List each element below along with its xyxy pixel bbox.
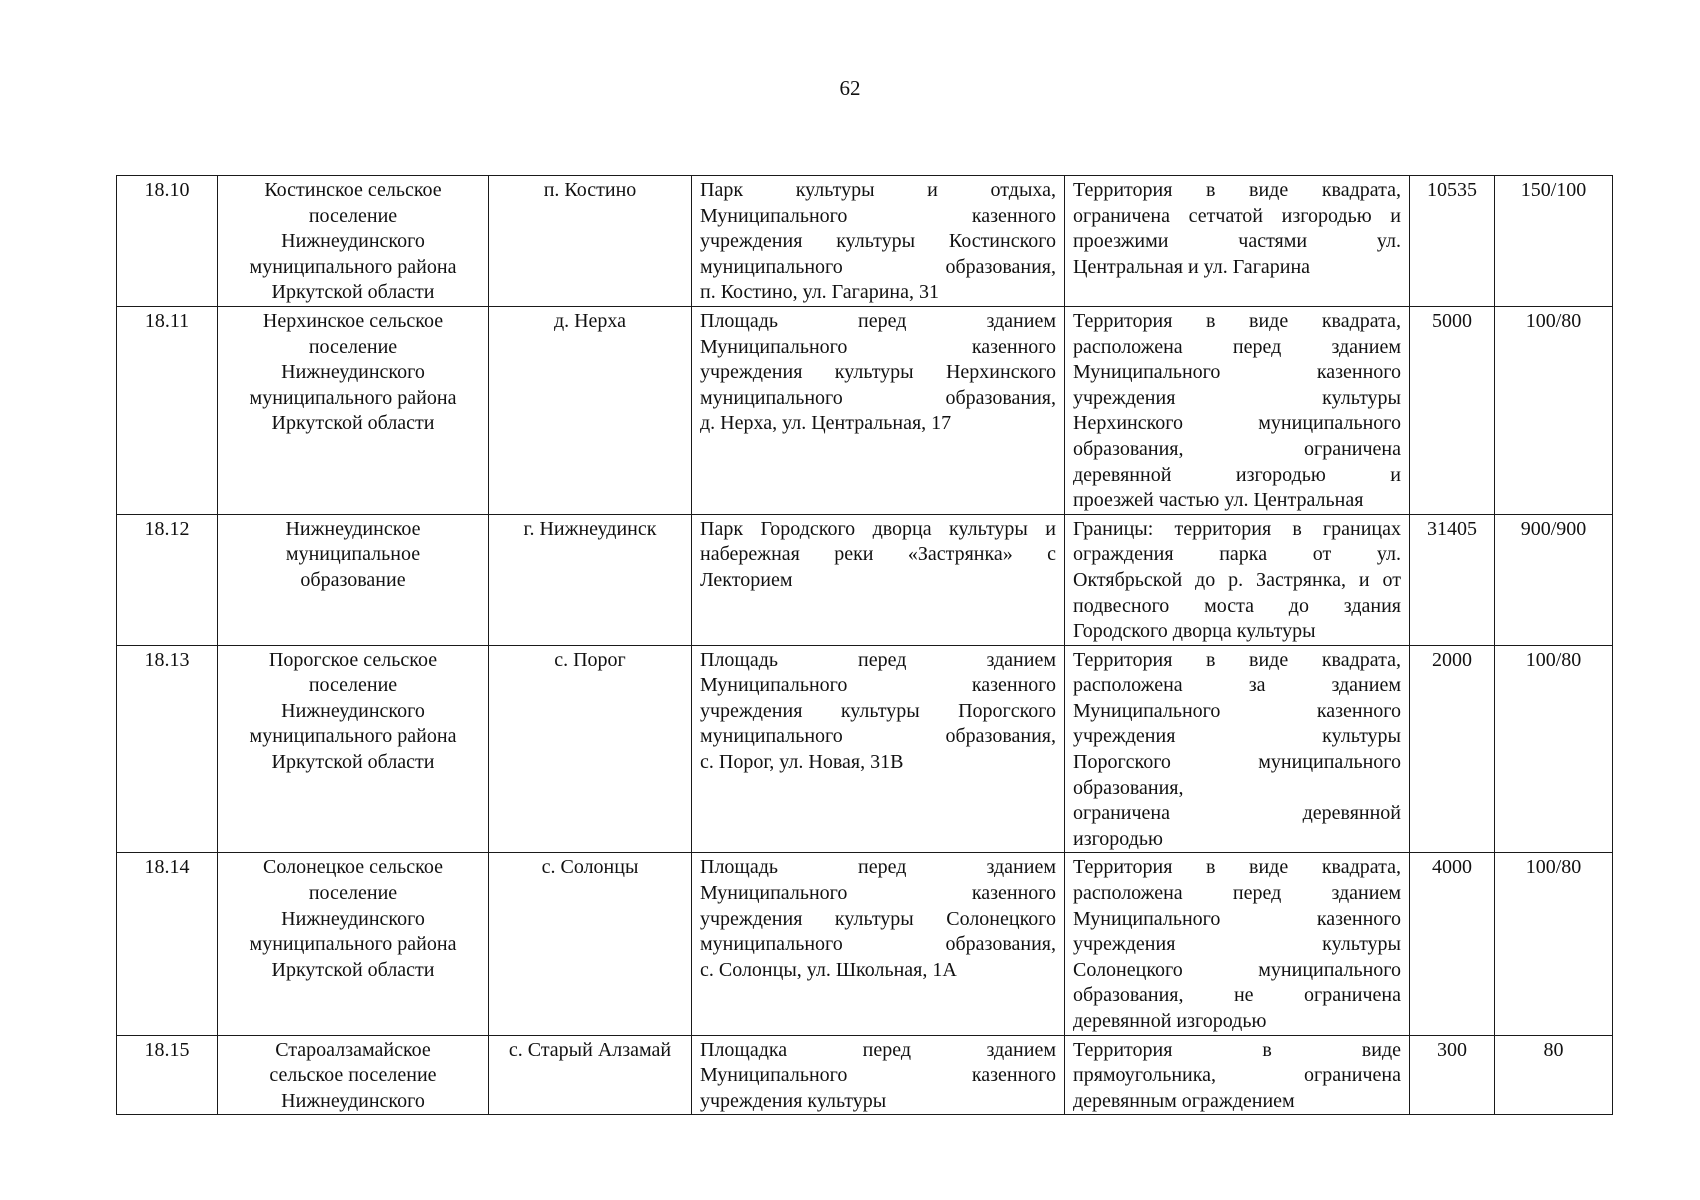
description-line: ограждения парка от ул.	[1073, 543, 1401, 566]
municipality-line: поселение	[308, 674, 398, 697]
registry-table	[116, 175, 1613, 1115]
description-cell	[1065, 514, 1410, 645]
municipality-cell	[218, 306, 489, 514]
description-line: образования,	[1073, 776, 1184, 799]
capacity-cell: 100/80	[1495, 306, 1613, 514]
object-line: Площадка перед зданием	[700, 1038, 1056, 1061]
description-line: проезжей частью ул. Центральная	[1073, 489, 1364, 512]
description-cell	[1065, 645, 1410, 853]
description-line: расположена за зданием	[1073, 674, 1401, 697]
object-cell	[692, 306, 1065, 514]
page-number: 62	[839, 76, 861, 100]
description-cell	[1065, 306, 1410, 514]
row-number-cell: 18.13	[117, 645, 218, 853]
municipality-line: муниципального района	[249, 725, 457, 748]
municipality-line: Иркутской области	[271, 412, 435, 435]
municipality-line: Солонецкое сельское	[263, 856, 443, 879]
description-line: ограничена деревянной	[1073, 802, 1401, 825]
municipality-cell	[218, 176, 489, 307]
description-line: учреждения культуры	[1073, 725, 1401, 748]
table-row	[117, 176, 1613, 307]
description-line: расположена перед зданием	[1073, 335, 1401, 358]
description-line: образования, ограничена	[1073, 437, 1401, 460]
description-cell	[1065, 176, 1410, 307]
object-line: учреждения культуры	[700, 1089, 887, 1112]
description-line: деревянной изгородью	[1073, 1010, 1267, 1032]
object-line: муниципального образования,	[700, 725, 1056, 748]
description-line: Муниципального казенного	[1073, 699, 1401, 722]
municipality-cell	[218, 1035, 489, 1115]
municipality-line: Староалзамайское	[275, 1038, 431, 1061]
object-line: учреждения культуры Порогского	[700, 699, 1056, 722]
municipality-line: муниципальное	[285, 543, 421, 566]
object-line: муниципального образования,	[700, 255, 1056, 278]
municipality-line: поселение	[308, 335, 398, 358]
municipality-line: муниципального района	[249, 386, 457, 409]
municipality-line: Иркутской области	[271, 751, 435, 774]
description-line: Центральная и ул. Гагарина	[1073, 255, 1311, 278]
object-line: учреждения культуры Нерхинского	[700, 361, 1056, 384]
object-cell	[692, 1035, 1065, 1115]
object-line: Муниципального казенного	[700, 1064, 1056, 1087]
area-cell: 2000	[1410, 645, 1495, 853]
table-row	[117, 1035, 1613, 1115]
object-line: муниципального образования,	[700, 933, 1056, 956]
object-line: Муниципального казенного	[700, 674, 1056, 697]
municipality-cell	[218, 645, 489, 853]
description-line: Территория в виде квадрата,	[1073, 179, 1401, 201]
table-row	[117, 645, 1613, 853]
area-cell: 5000	[1410, 306, 1495, 514]
row-number-cell: 18.12	[117, 514, 218, 645]
municipality-line: Нижнеудинского	[281, 361, 425, 384]
description-line: прямоугольника, ограничена	[1073, 1064, 1401, 1087]
table-row	[117, 514, 1613, 645]
row-number-cell: 18.11	[117, 306, 218, 514]
object-line: с. Солонцы, ул. Школьная, 1А	[700, 958, 957, 981]
municipality-line: поселение	[308, 882, 398, 905]
description-line: Границы: территория в границах	[1073, 517, 1401, 540]
object-cell	[692, 176, 1065, 307]
object-line: Муниципального казенного	[700, 335, 1056, 358]
table-body	[117, 176, 1613, 1115]
municipality-line: Нижнеудинского	[281, 230, 425, 253]
object-line: муниципального образования,	[700, 386, 1056, 409]
description-line: Городского дворца культуры	[1073, 620, 1316, 643]
row-number-cell: 18.14	[117, 853, 218, 1035]
municipality-cell	[218, 853, 489, 1035]
capacity-cell: 100/80	[1495, 645, 1613, 853]
capacity-cell: 150/100	[1495, 176, 1613, 307]
municipality-line: Костинское сельское	[264, 179, 442, 201]
capacity-cell: 80	[1495, 1035, 1613, 1115]
municipality-line: Нижнеудинское	[285, 517, 421, 540]
municipality-line: Нерхинское сельское	[262, 309, 444, 332]
object-line: учреждения культуры Солонецкого	[700, 907, 1056, 930]
object-line: Муниципального казенного	[700, 882, 1056, 905]
description-line: Солонецкого муниципального	[1073, 958, 1401, 981]
municipality-line: Нижнеудинского	[281, 1089, 425, 1112]
capacity-cell: 900/900	[1495, 514, 1613, 645]
description-line: учреждения культуры	[1073, 933, 1401, 956]
description-line: ограничена сетчатой изгородью и	[1073, 204, 1401, 227]
municipality-line: Нижнеудинского	[281, 907, 425, 930]
object-line: Площадь перед зданием	[700, 309, 1056, 332]
municipality-line: муниципального района	[249, 933, 457, 956]
table-row	[117, 853, 1613, 1035]
object-line: учреждения культуры Костинского	[700, 230, 1056, 253]
municipality-line: Нижнеудинского	[281, 699, 425, 722]
municipality-line: Иркутской области	[271, 281, 435, 304]
area-cell: 31405	[1410, 514, 1495, 645]
area-cell: 4000	[1410, 853, 1495, 1035]
capacity-cell: 100/80	[1495, 853, 1613, 1035]
object-line: д. Нерха, ул. Центральная, 17	[700, 412, 952, 435]
description-cell	[1065, 853, 1410, 1035]
area-cell: 10535	[1410, 176, 1495, 307]
locality-cell: п. Костино	[489, 176, 692, 307]
municipality-line: Иркутской области	[271, 958, 435, 981]
description-line: подвесного моста до здания	[1073, 594, 1401, 617]
description-line: Территория в виде квадрата,	[1073, 309, 1401, 332]
description-line: Нерхинского муниципального	[1073, 412, 1401, 435]
object-line: с. Порог, ул. Новая, 31В	[700, 751, 904, 774]
locality-cell: с. Порог	[489, 645, 692, 853]
description-line: Территория в виде квадрата,	[1073, 648, 1401, 671]
municipality-line: Порогское сельское	[268, 648, 438, 671]
locality-cell: д. Нерха	[489, 306, 692, 514]
description-line: учреждения культуры	[1073, 386, 1401, 409]
description-line: Муниципального казенного	[1073, 361, 1401, 384]
table-row	[117, 306, 1613, 514]
object-line: Парк Городского дворца культуры и	[700, 517, 1056, 540]
description-line: деревянным ограждением	[1073, 1089, 1295, 1112]
object-line: Лекторием	[700, 568, 793, 591]
municipality-line: образование	[300, 568, 406, 591]
description-line: Муниципального казенного	[1073, 907, 1401, 930]
locality-cell: с. Старый Алзамай	[489, 1035, 692, 1115]
object-line: набережная реки «Застрянка» с	[700, 543, 1056, 566]
locality-cell: с. Солонцы	[489, 853, 692, 1035]
object-line: Площадь перед зданием	[700, 648, 1056, 671]
description-line: Территория в виде	[1073, 1038, 1401, 1061]
description-cell	[1065, 1035, 1410, 1115]
object-line: Парк культуры и отдыха,	[700, 179, 1056, 201]
description-line: расположена перед зданием	[1073, 882, 1401, 905]
municipality-cell	[218, 514, 489, 645]
object-line: Муниципального казенного	[700, 204, 1056, 227]
municipality-line: сельское поселение	[269, 1064, 437, 1087]
object-line: Площадь перед зданием	[700, 856, 1056, 879]
object-cell	[692, 645, 1065, 853]
locality-cell: г. Нижнеудинск	[489, 514, 692, 645]
description-line: проезжими частями ул.	[1073, 230, 1401, 253]
description-line: Октябрьской до р. Застрянка, и от	[1073, 568, 1401, 591]
object-cell	[692, 514, 1065, 645]
object-line: п. Костино, ул. Гагарина, 31	[700, 281, 939, 304]
row-number-cell: 18.10	[117, 176, 218, 307]
description-line: Территория в виде квадрата,	[1073, 856, 1401, 879]
municipality-line: муниципального района	[249, 255, 457, 278]
area-cell: 300	[1410, 1035, 1495, 1115]
municipality-line: поселение	[308, 204, 398, 227]
row-number-cell: 18.15	[117, 1035, 218, 1115]
object-cell	[692, 853, 1065, 1035]
description-line: образования, не ограничена	[1073, 984, 1401, 1007]
description-line: Порогского муниципального	[1073, 751, 1401, 774]
description-line: изгородью	[1073, 827, 1163, 850]
description-line: деревянной изгородью и	[1073, 463, 1401, 486]
